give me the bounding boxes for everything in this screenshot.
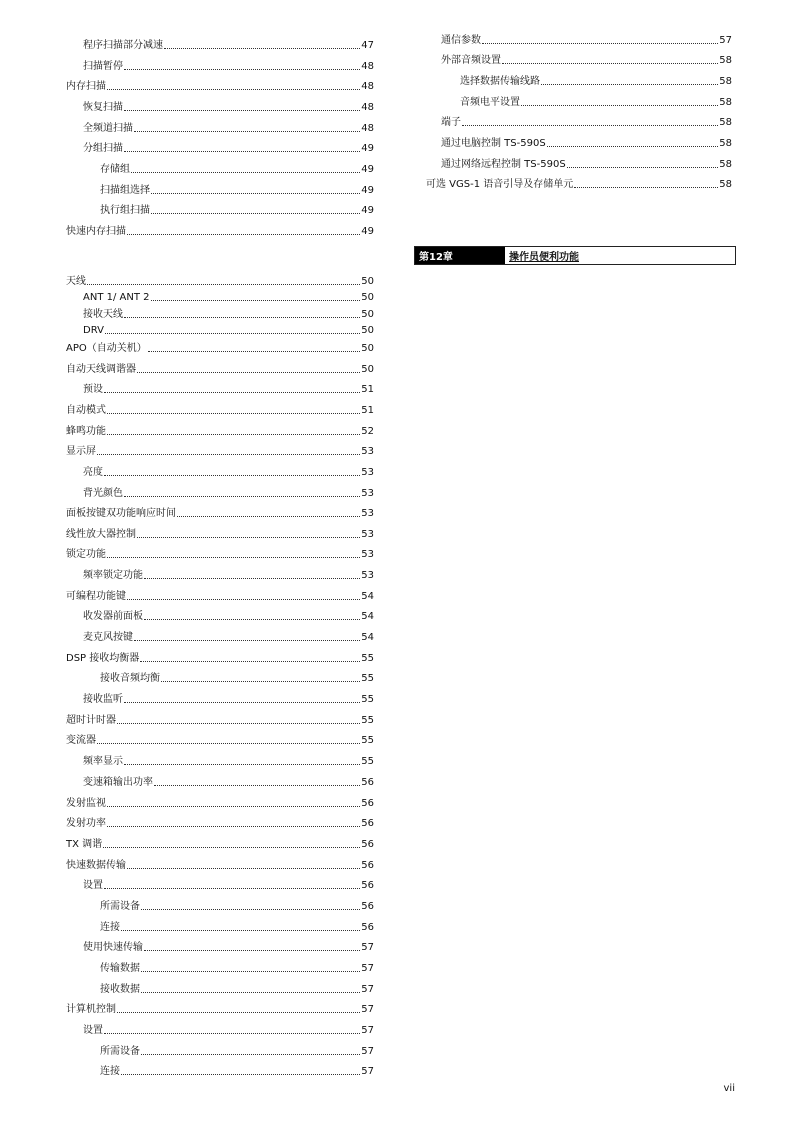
toc-entry-title: 设置: [83, 1025, 103, 1036]
toc-entry-page: 50: [361, 364, 374, 375]
toc-entry-title: 显示屏: [66, 446, 96, 457]
dot-leader: [151, 300, 361, 301]
toc-entry-title: 超时计时器: [66, 715, 116, 726]
dot-leader: [105, 333, 360, 334]
toc-entry-title: 可选 VGS-1 语音引导及存储单元: [426, 179, 574, 190]
toc-entry[interactable]: [83, 121, 374, 135]
dot-leader: [131, 172, 360, 173]
toc-entry-title: 外部音频设置: [441, 55, 501, 66]
toc-entry[interactable]: [441, 33, 732, 47]
dot-leader: [154, 785, 360, 786]
toc-entry[interactable]: [66, 79, 374, 93]
toc-entry-title: 自动天线调谐器: [66, 364, 136, 375]
toc-entry-title: DSP 接收均衡器: [66, 653, 140, 664]
toc-entry-page: 49: [361, 164, 374, 175]
toc-entry-page: 57: [361, 1025, 374, 1036]
toc-entry[interactable]: [100, 183, 374, 197]
toc-entry-title: 接收天线: [83, 309, 123, 320]
toc-entry-page: 56: [361, 901, 374, 912]
toc-entry-page: 55: [361, 756, 374, 767]
toc-entry-page: 54: [361, 611, 374, 622]
toc-entry[interactable]: [83, 1023, 374, 1037]
toc-entry-title: 通过电脑控制 TS-590S: [441, 138, 546, 149]
toc-entry[interactable]: [66, 733, 374, 747]
toc-entry-title: 亮度: [83, 467, 103, 478]
dot-leader: [127, 868, 360, 869]
toc-entry-title: 接收音频均衡: [100, 673, 160, 684]
toc-entry[interactable]: [100, 920, 374, 934]
toc-entry-page: 53: [361, 446, 374, 457]
toc-entry[interactable]: [83, 59, 374, 73]
toc-entry-page: 50: [361, 292, 374, 303]
toc-entry-title: 通过网络远程控制 TS-590S: [441, 159, 566, 170]
toc-entry[interactable]: [66, 816, 374, 830]
dot-leader: [541, 84, 718, 85]
toc-entry[interactable]: [83, 465, 374, 479]
toc-entry-page: 56: [361, 922, 374, 933]
toc-entry[interactable]: [66, 506, 374, 520]
toc-entry-page: 58: [719, 55, 732, 66]
toc-entry-page: 57: [361, 1046, 374, 1057]
dot-leader: [151, 213, 360, 214]
toc-entry[interactable]: [66, 527, 374, 541]
toc-entry-title: 频率锁定功能: [83, 570, 143, 581]
toc-entry-page: 48: [361, 61, 374, 72]
toc-entry[interactable]: [100, 162, 374, 176]
toc-entry-page: 55: [361, 715, 374, 726]
dot-leader: [151, 193, 360, 194]
dot-leader: [107, 826, 360, 827]
toc-entry[interactable]: [66, 837, 374, 851]
dot-leader: [141, 909, 360, 910]
dot-leader: [124, 69, 360, 70]
toc-entry[interactable]: [441, 115, 732, 129]
toc-entry[interactable]: [441, 157, 732, 171]
toc-entry-title: 频率显示: [83, 756, 123, 767]
toc-entry-page: 49: [361, 205, 374, 216]
toc-entry-page: 55: [361, 735, 374, 746]
toc-entry[interactable]: [83, 609, 374, 623]
toc-entry[interactable]: [100, 671, 374, 685]
toc-entry-page: 57: [361, 942, 374, 953]
toc-entry[interactable]: [100, 1044, 374, 1058]
toc-entry-page: 57: [361, 984, 374, 995]
toc-entry[interactable]: [83, 940, 374, 954]
dot-leader: [104, 475, 360, 476]
toc-entry-title: 音频电平设置: [460, 97, 520, 108]
toc-entry[interactable]: [441, 136, 732, 150]
dot-leader: [121, 930, 360, 931]
toc-entry[interactable]: [83, 100, 374, 114]
toc-entry-page: 55: [361, 673, 374, 684]
toc-entry-title: 扫描组选择: [100, 185, 150, 196]
dot-leader: [462, 125, 718, 126]
toc-entry[interactable]: [83, 290, 374, 304]
toc-entry-title: 设置: [83, 880, 103, 891]
toc-entry-page: 57: [361, 963, 374, 974]
dot-leader: [87, 284, 360, 285]
toc-entry-page: 56: [361, 880, 374, 891]
toc-entry-page: 53: [361, 549, 374, 560]
toc-entry-title: 收发器前面板: [83, 611, 143, 622]
toc-entry-title: 选择数据传输线路: [460, 76, 540, 87]
toc-entry[interactable]: [83, 323, 374, 337]
toc-entry-title: 变速箱输出功率: [83, 777, 153, 788]
toc-entry-title: 分组扫描: [83, 143, 123, 154]
toc-entry-title: 连接: [100, 1066, 120, 1077]
toc-entry-page: 48: [361, 123, 374, 134]
dot-leader: [107, 89, 360, 90]
toc-entry-title: 背光颜色: [83, 488, 123, 499]
toc-entry-title: 天线: [66, 276, 86, 287]
dot-leader: [547, 146, 719, 147]
toc-entry-title: 预设: [83, 384, 103, 395]
dot-leader: [107, 557, 360, 558]
toc-entry-title: 内存扫描: [66, 81, 106, 92]
toc-entry-page: 49: [361, 185, 374, 196]
toc-entry[interactable]: [100, 1064, 374, 1078]
dot-leader: [521, 105, 718, 106]
toc-entry-page: 58: [719, 138, 732, 149]
page-number: vii: [723, 1083, 735, 1094]
toc-entry-title: 通信参数: [441, 35, 481, 46]
dot-leader: [107, 413, 360, 414]
toc-entry-page: 49: [361, 226, 374, 237]
dot-leader: [104, 888, 360, 889]
toc-entry-title: TX 调谐: [66, 839, 103, 850]
toc-entry-page: 54: [361, 632, 374, 643]
toc-entry-page: 53: [361, 570, 374, 581]
toc-entry-page: 48: [361, 102, 374, 113]
dot-leader: [117, 723, 360, 724]
dot-leader: [141, 1054, 360, 1055]
toc-entry[interactable]: [66, 796, 374, 810]
dot-leader: [124, 764, 360, 765]
dot-leader: [144, 619, 360, 620]
toc-entry-title: DRV: [83, 325, 104, 336]
toc-entry-page: 48: [361, 81, 374, 92]
toc-entry-title: 变流器: [66, 735, 96, 746]
toc-entry-title: 存储组: [100, 164, 130, 175]
toc-entry[interactable]: [83, 38, 374, 52]
dot-leader: [127, 599, 360, 600]
chapter-header: [414, 246, 736, 265]
toc-entry[interactable]: [83, 382, 374, 396]
dot-leader: [141, 992, 360, 993]
dot-leader: [137, 372, 360, 373]
toc-entry-title: 程序扫描部分减速: [83, 40, 163, 51]
toc-entry[interactable]: [66, 589, 374, 603]
toc-entry-title: 接收监听: [83, 694, 123, 705]
dot-leader: [574, 187, 718, 188]
dot-leader: [124, 702, 360, 703]
toc-entry-page: 52: [361, 426, 374, 437]
toc-entry[interactable]: [100, 961, 374, 975]
toc-entry[interactable]: [100, 899, 374, 913]
toc-entry-page: 58: [719, 159, 732, 170]
dot-leader: [144, 950, 360, 951]
toc-entry-page: 55: [361, 653, 374, 664]
toc-entry[interactable]: [100, 203, 374, 217]
dot-leader: [124, 317, 360, 318]
toc-entry[interactable]: [460, 95, 732, 109]
toc-entry-title: 执行组扫描: [100, 205, 150, 216]
toc-entry[interactable]: [83, 486, 374, 500]
toc-entry-page: 50: [361, 276, 374, 287]
dot-leader: [144, 578, 360, 579]
toc-entry-title: 使用快速传输: [83, 942, 143, 953]
toc-entry[interactable]: [66, 858, 374, 872]
toc-entry[interactable]: [66, 362, 374, 376]
dot-leader: [177, 516, 360, 517]
toc-entry-title: 锁定功能: [66, 549, 106, 560]
toc-entry[interactable]: [83, 878, 374, 892]
toc-entry-page: 56: [361, 777, 374, 788]
toc-entry-title: 扫描暂停: [83, 61, 123, 72]
dot-leader: [140, 661, 360, 662]
dot-leader: [107, 806, 360, 807]
toc-entry[interactable]: [66, 224, 374, 238]
toc-entry[interactable]: [83, 141, 374, 155]
toc-entry-page: 58: [719, 76, 732, 87]
toc-entry[interactable]: [66, 651, 374, 665]
chapter-number: 第12章: [415, 247, 505, 264]
toc-entry-title: 所需设备: [100, 901, 140, 912]
toc-entry-title: 所需设备: [100, 1046, 140, 1057]
toc-entry-title: 计算机控制: [66, 1004, 116, 1015]
toc-entry-page: 50: [361, 325, 374, 336]
toc-entry-title: 麦克风按键: [83, 632, 133, 643]
dot-leader: [137, 537, 360, 538]
toc-entry-page: 50: [361, 343, 374, 354]
dot-leader: [164, 48, 360, 49]
toc-entry-page: 56: [361, 818, 374, 829]
toc-entry-page: 56: [361, 839, 374, 850]
toc-entry-page: 51: [361, 384, 374, 395]
toc-entry[interactable]: [83, 754, 374, 768]
dot-leader: [148, 351, 361, 352]
toc-entry[interactable]: [460, 74, 732, 88]
toc-entry[interactable]: [66, 424, 374, 438]
toc-entry[interactable]: [83, 307, 374, 321]
toc-entry-title: 快速内存扫描: [66, 226, 126, 237]
toc-entry-title: 可编程功能键: [66, 591, 126, 602]
toc-entry-title: 接收数据: [100, 984, 140, 995]
dot-leader: [482, 43, 718, 44]
dot-leader: [107, 434, 360, 435]
toc-entry[interactable]: [83, 775, 374, 789]
toc-entry[interactable]: [66, 274, 374, 288]
toc-entry-page: 53: [361, 467, 374, 478]
toc-entry-title: 恢复扫描: [83, 102, 123, 113]
dot-leader: [134, 131, 360, 132]
dot-leader: [124, 110, 360, 111]
toc-entry[interactable]: [100, 982, 374, 996]
toc-entry-title: APO（自动关机）: [66, 343, 147, 354]
toc-entry-title: 传输数据: [100, 963, 140, 974]
toc-entry[interactable]: [66, 1002, 374, 1016]
toc-entry-page: 57: [361, 1066, 374, 1077]
dot-leader: [97, 454, 360, 455]
dot-leader: [104, 392, 360, 393]
dot-leader: [124, 151, 360, 152]
toc-entry-title: 自动模式: [66, 405, 106, 416]
toc-entry-title: 线性放大器控制: [66, 529, 136, 540]
toc-entry-page: 50: [361, 309, 374, 320]
toc-entry-page: 56: [361, 798, 374, 809]
toc-entry-page: 51: [361, 405, 374, 416]
toc-entry-page: 53: [361, 488, 374, 499]
toc-entry-page: 57: [361, 1004, 374, 1015]
toc-entry[interactable]: [66, 341, 374, 355]
dot-leader: [104, 1033, 360, 1034]
toc-entry-title: 发射功率: [66, 818, 106, 829]
toc-entry[interactable]: [83, 630, 374, 644]
toc-entry-page: 49: [361, 143, 374, 154]
toc-entry-title: 面板按键双功能响应时间: [66, 508, 176, 519]
dot-leader: [103, 847, 360, 848]
toc-entry-page: 54: [361, 591, 374, 602]
toc-entry-page: 47: [361, 40, 374, 51]
dot-leader: [161, 681, 360, 682]
dot-leader: [121, 1074, 360, 1075]
dot-leader: [141, 971, 360, 972]
toc-entry[interactable]: [66, 444, 374, 458]
toc-entry-title: 连接: [100, 922, 120, 933]
toc-entry[interactable]: [83, 692, 374, 706]
toc-entry[interactable]: [441, 53, 732, 67]
dot-leader: [134, 640, 360, 641]
toc-entry-title: 蜂鸣功能: [66, 426, 106, 437]
toc-entry-page: 57: [719, 35, 732, 46]
chapter-title[interactable]: 操作员便利功能: [509, 252, 579, 263]
toc-entry-title: 全频道扫描: [83, 123, 133, 134]
dot-leader: [502, 63, 718, 64]
toc-entry[interactable]: [66, 547, 374, 561]
toc-entry-title: 端子: [441, 117, 461, 128]
dot-leader: [97, 743, 360, 744]
dot-leader: [124, 496, 360, 497]
toc-entry-page: 55: [361, 694, 374, 705]
dot-leader: [117, 1012, 360, 1013]
dot-leader: [567, 167, 719, 168]
toc-entry[interactable]: [426, 177, 732, 191]
toc-entry-page: 58: [719, 117, 732, 128]
toc-entry-page: 58: [719, 97, 732, 108]
toc-entry-page: 58: [719, 179, 732, 190]
toc-entry-title: ANT 1/ ANT 2: [83, 292, 150, 303]
toc-entry-title: 发射监视: [66, 798, 106, 809]
dot-leader: [127, 234, 360, 235]
toc-entry[interactable]: [83, 568, 374, 582]
toc-entry[interactable]: [66, 713, 374, 727]
toc-entry-page: 56: [361, 860, 374, 871]
toc-entry-title: 快速数据传输: [66, 860, 126, 871]
toc-entry-page: 53: [361, 508, 374, 519]
toc-entry[interactable]: [66, 403, 374, 417]
toc-entry-page: 53: [361, 529, 374, 540]
